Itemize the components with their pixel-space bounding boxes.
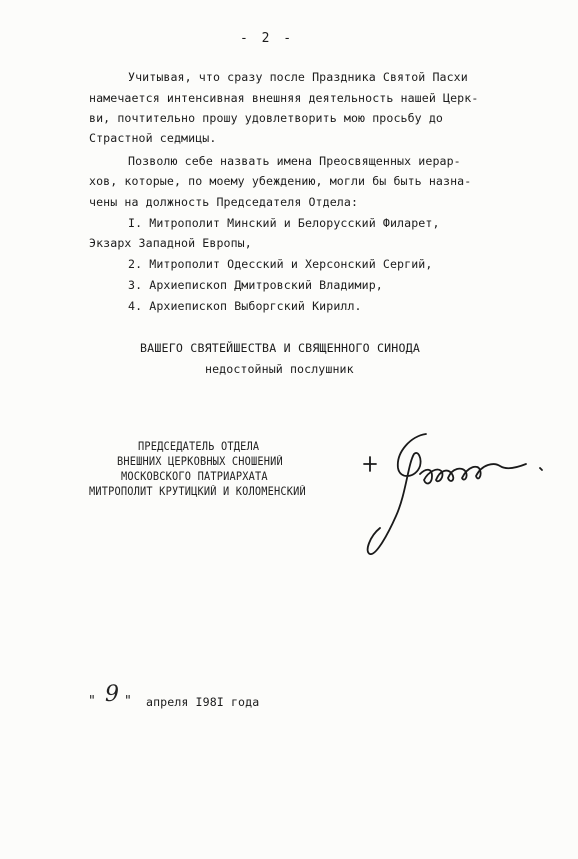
date-open-quote: ": [88, 694, 96, 709]
handwritten-signature: [356, 424, 556, 574]
paragraph-2-line-3: чены на должность Председателя Отдела:: [89, 195, 359, 209]
date-day-handwritten: 9: [105, 682, 119, 707]
paragraph-2-line-1: Позволю себе назвать имена Преосвященных иерар-: [128, 154, 461, 168]
candidate-item-3: 3. Архиепископ Дмитровский Владимир,: [128, 278, 383, 292]
closing-servant: недостойный послушник: [205, 362, 354, 376]
paragraph-2-line-2: хов, которые, по моему убеждению, могли бы быть назна-: [89, 174, 472, 188]
candidate-item-2: 2. Митрополит Одесский и Херсонский Сергий,: [128, 257, 433, 271]
paragraph-1-line-3: ви, почтительно прошу удовлетворить мою просьбу до: [89, 111, 444, 125]
page-number: - 2 -: [240, 31, 295, 46]
date-text: апреля I98I года: [146, 695, 260, 709]
candidate-item-1-continuation: Экзарх Западной Европы,: [89, 236, 252, 250]
paragraph-1-line-2: намечается интенсивная внешняя деятельность нашей Церк-: [89, 91, 479, 105]
paragraph-1-line-4: Страстной седмицы.: [89, 131, 217, 145]
stamp-line-1: ПРЕДСЕДАТЕЛЬ ОТДЕЛА: [138, 440, 260, 453]
candidate-item-1: I. Митрополит Минский и Белорусский Филарет,: [128, 216, 440, 230]
paragraph-1-line-1: Учитывая, что сразу после Праздника Святой Пасхи: [128, 70, 468, 84]
stamp-line-4: МИТРОПОЛИТ КРУТИЦКИЙ И КОЛОМЕНСКИЙ: [89, 485, 306, 498]
stamp-line-3: МОСКОВСКОГО ПАТРИАРХАТА: [121, 470, 268, 483]
closing-address: ВАШЕГО СВЯТЕЙШЕСТВА И СВЯЩЕННОГО СИНОДА: [140, 341, 421, 355]
date-close-quote: ": [124, 694, 132, 709]
candidate-item-4: 4. Архиепископ Выборгский Кирилл.: [128, 299, 362, 313]
stamp-line-2: ВНЕШНИХ ЦЕРКОВНЫХ СНОШЕНИЙ: [117, 455, 283, 468]
